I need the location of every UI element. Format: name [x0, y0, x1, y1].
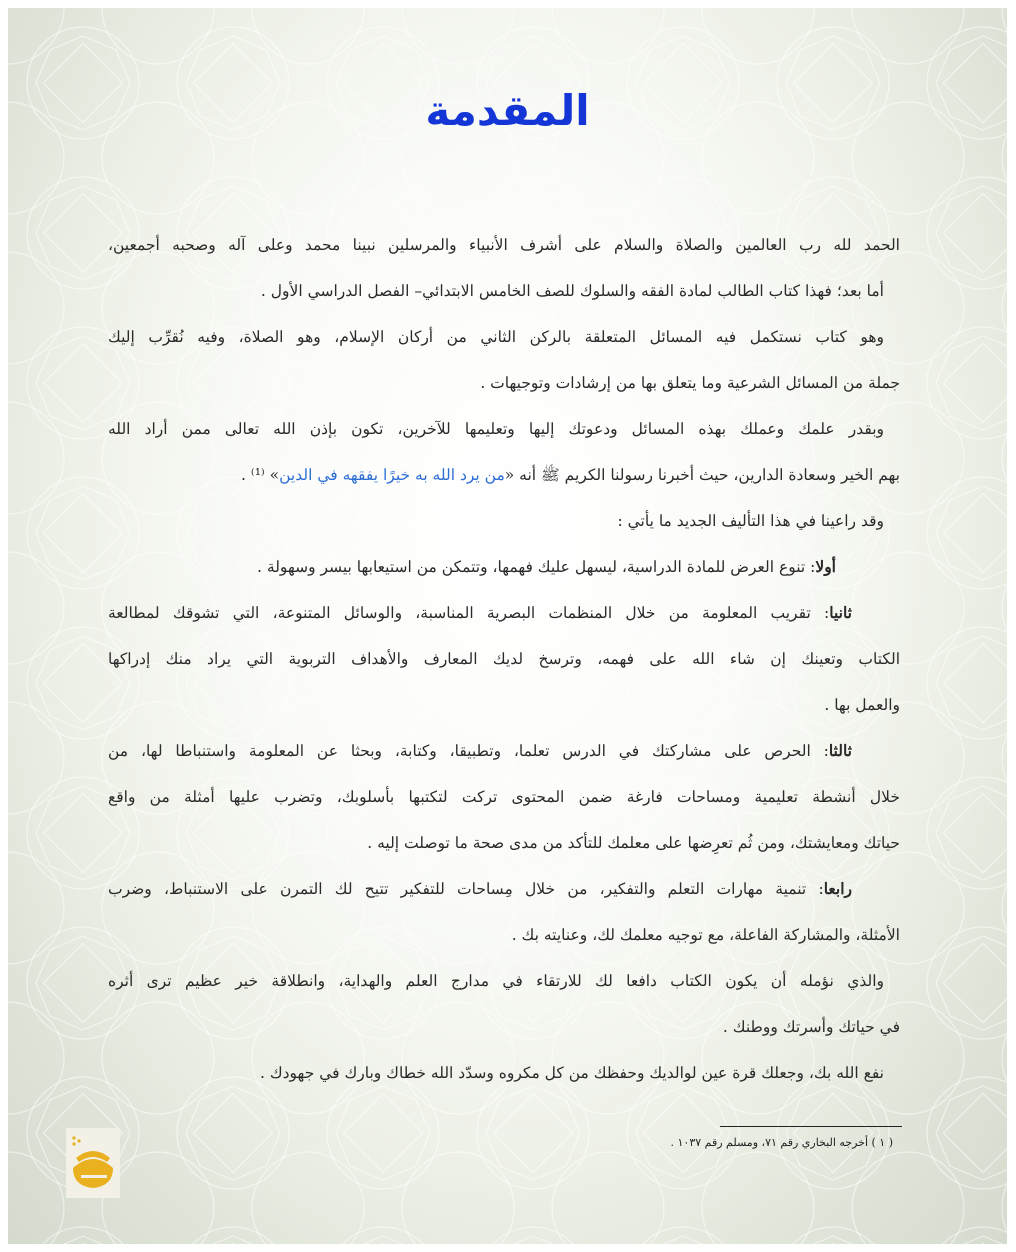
footnote-divider — [720, 1126, 902, 1127]
paragraph-line — [108, 452, 900, 498]
list-label: أولا — [815, 557, 836, 576]
list-label: ثالثا — [828, 741, 852, 760]
list-item-fourth — [108, 866, 900, 912]
page-title: المقدمة — [425, 86, 590, 135]
list-text: : تقريب المعلومة من خلال المنظمات البصرية المناسبة، والوسائل المتنوعة، التي تشوقك لمطالعة — [108, 604, 830, 622]
paragraph-line: في حياتك وأسرتك ووطنك . — [722, 1018, 900, 1036]
paragraph-line: الحمد لله رب العالمين والصلاة والسلام على أشرف الأنبياء والمرسلين نبينا محمد وعلى آله وصحبه أجمعين، — [108, 236, 900, 254]
list-label: ثانيا — [829, 603, 852, 622]
list-text: : الحرص على مشاركتك في الدرس تعلما، وتطبيقا، وكتابة، وبحثا عن المعلومة واستنباطا لها، من — [108, 742, 829, 760]
paragraph-line: والعمل بها . — [824, 696, 900, 714]
paragraph-line: وبقدر علمك وعملك بهذه المسائل ودعوتك إليها وتعليمها للآخرين، تكون بإذن الله تعالى ممن أراد الله — [108, 420, 884, 438]
paragraph-line: خلال أنشطة تعليمية ومساحات فارغة ضمن المحتوى تركت لتكتبها بأسلوبك، وتضرب عليها أمثلة من واقع — [108, 788, 900, 806]
list-label: رابعا — [823, 879, 852, 898]
book-page — [8, 8, 1007, 1244]
paragraph-line: الكتاب وتعينك إن شاء الله على فهمه، وترسخ لديك المعارف والأهداف التربوية التي يراد منك إدراكها — [108, 650, 900, 668]
paragraph-line: الأمثلة، والمشاركة الفاعلة، مع توجيه معلمك لك، وعنايته بك . — [511, 926, 900, 944]
paragraph-line: أما بعد؛ فهذا كتاب الطالب لمادة الفقه والسلوك للصف الخامس الابتدائي– الفصل الدراسي الأول . — [260, 282, 884, 300]
paragraph-text: بهم الخير وسعادة الدارين، حيث أخبرنا رسولنا الكريم ﷺ أنه « — [504, 466, 900, 484]
paragraph-line: حياتك ومعايشتك، ومن ثُم تعرِضها على معلمك للتأكد من مدى صحة ما توصلت إليه . — [367, 834, 900, 852]
paragraph-line: وهو كتاب نستكمل فيه المسائل المتعلقة بالركن الثاني من أركان الإسلام، وهو الصلاة، وفيه نُقرِّب إليك — [108, 328, 884, 346]
hadith-quote: من يرد الله به خيرًا يفقهه في الدين — [279, 466, 505, 484]
footnote-reference: » ⁽¹⁾ . — [241, 466, 280, 484]
paragraph-line: نفع الله بك، وجعلك قرة عين لوالديك وحفظك من كل مكروه وسدّد الله خطاك وبارك في جهودك . — [260, 1064, 884, 1082]
publisher-logo-icon — [66, 1128, 120, 1198]
paragraph-line: وقد راعينا في هذا التأليف الجديد ما يأتي : — [617, 512, 884, 530]
list-item-second — [108, 590, 900, 636]
list-text: : تنوع العرض للمادة الدراسية، ليسهل عليك فهمها، وتتمكن من استيعابها بيسر وسهولة . — [257, 558, 816, 576]
paragraph-line: والذي نؤمله أن يكون الكتاب دافعا لك للارتقاء في مدارج العلم والهداية، وانطلاقة خير عظيم ترى أثره — [108, 972, 884, 990]
list-item-third — [108, 728, 900, 774]
list-text: : تنمية مهارات التعلم والتفكير، من خلال مِساحات للتفكير تتيح لك التمرن على الاستنباط، وضرب — [108, 880, 824, 898]
footnote: ( ١ ) أخرجه البخاري رقم ٧١، ومسلم رقم ١٠٣٧ . — [670, 1136, 893, 1149]
paragraph-line: جملة من المسائل الشرعية وما يتعلق بها من إرشادات وتوجيهات . — [480, 374, 900, 392]
introduction-body — [108, 222, 900, 1096]
list-item-first — [108, 544, 900, 590]
